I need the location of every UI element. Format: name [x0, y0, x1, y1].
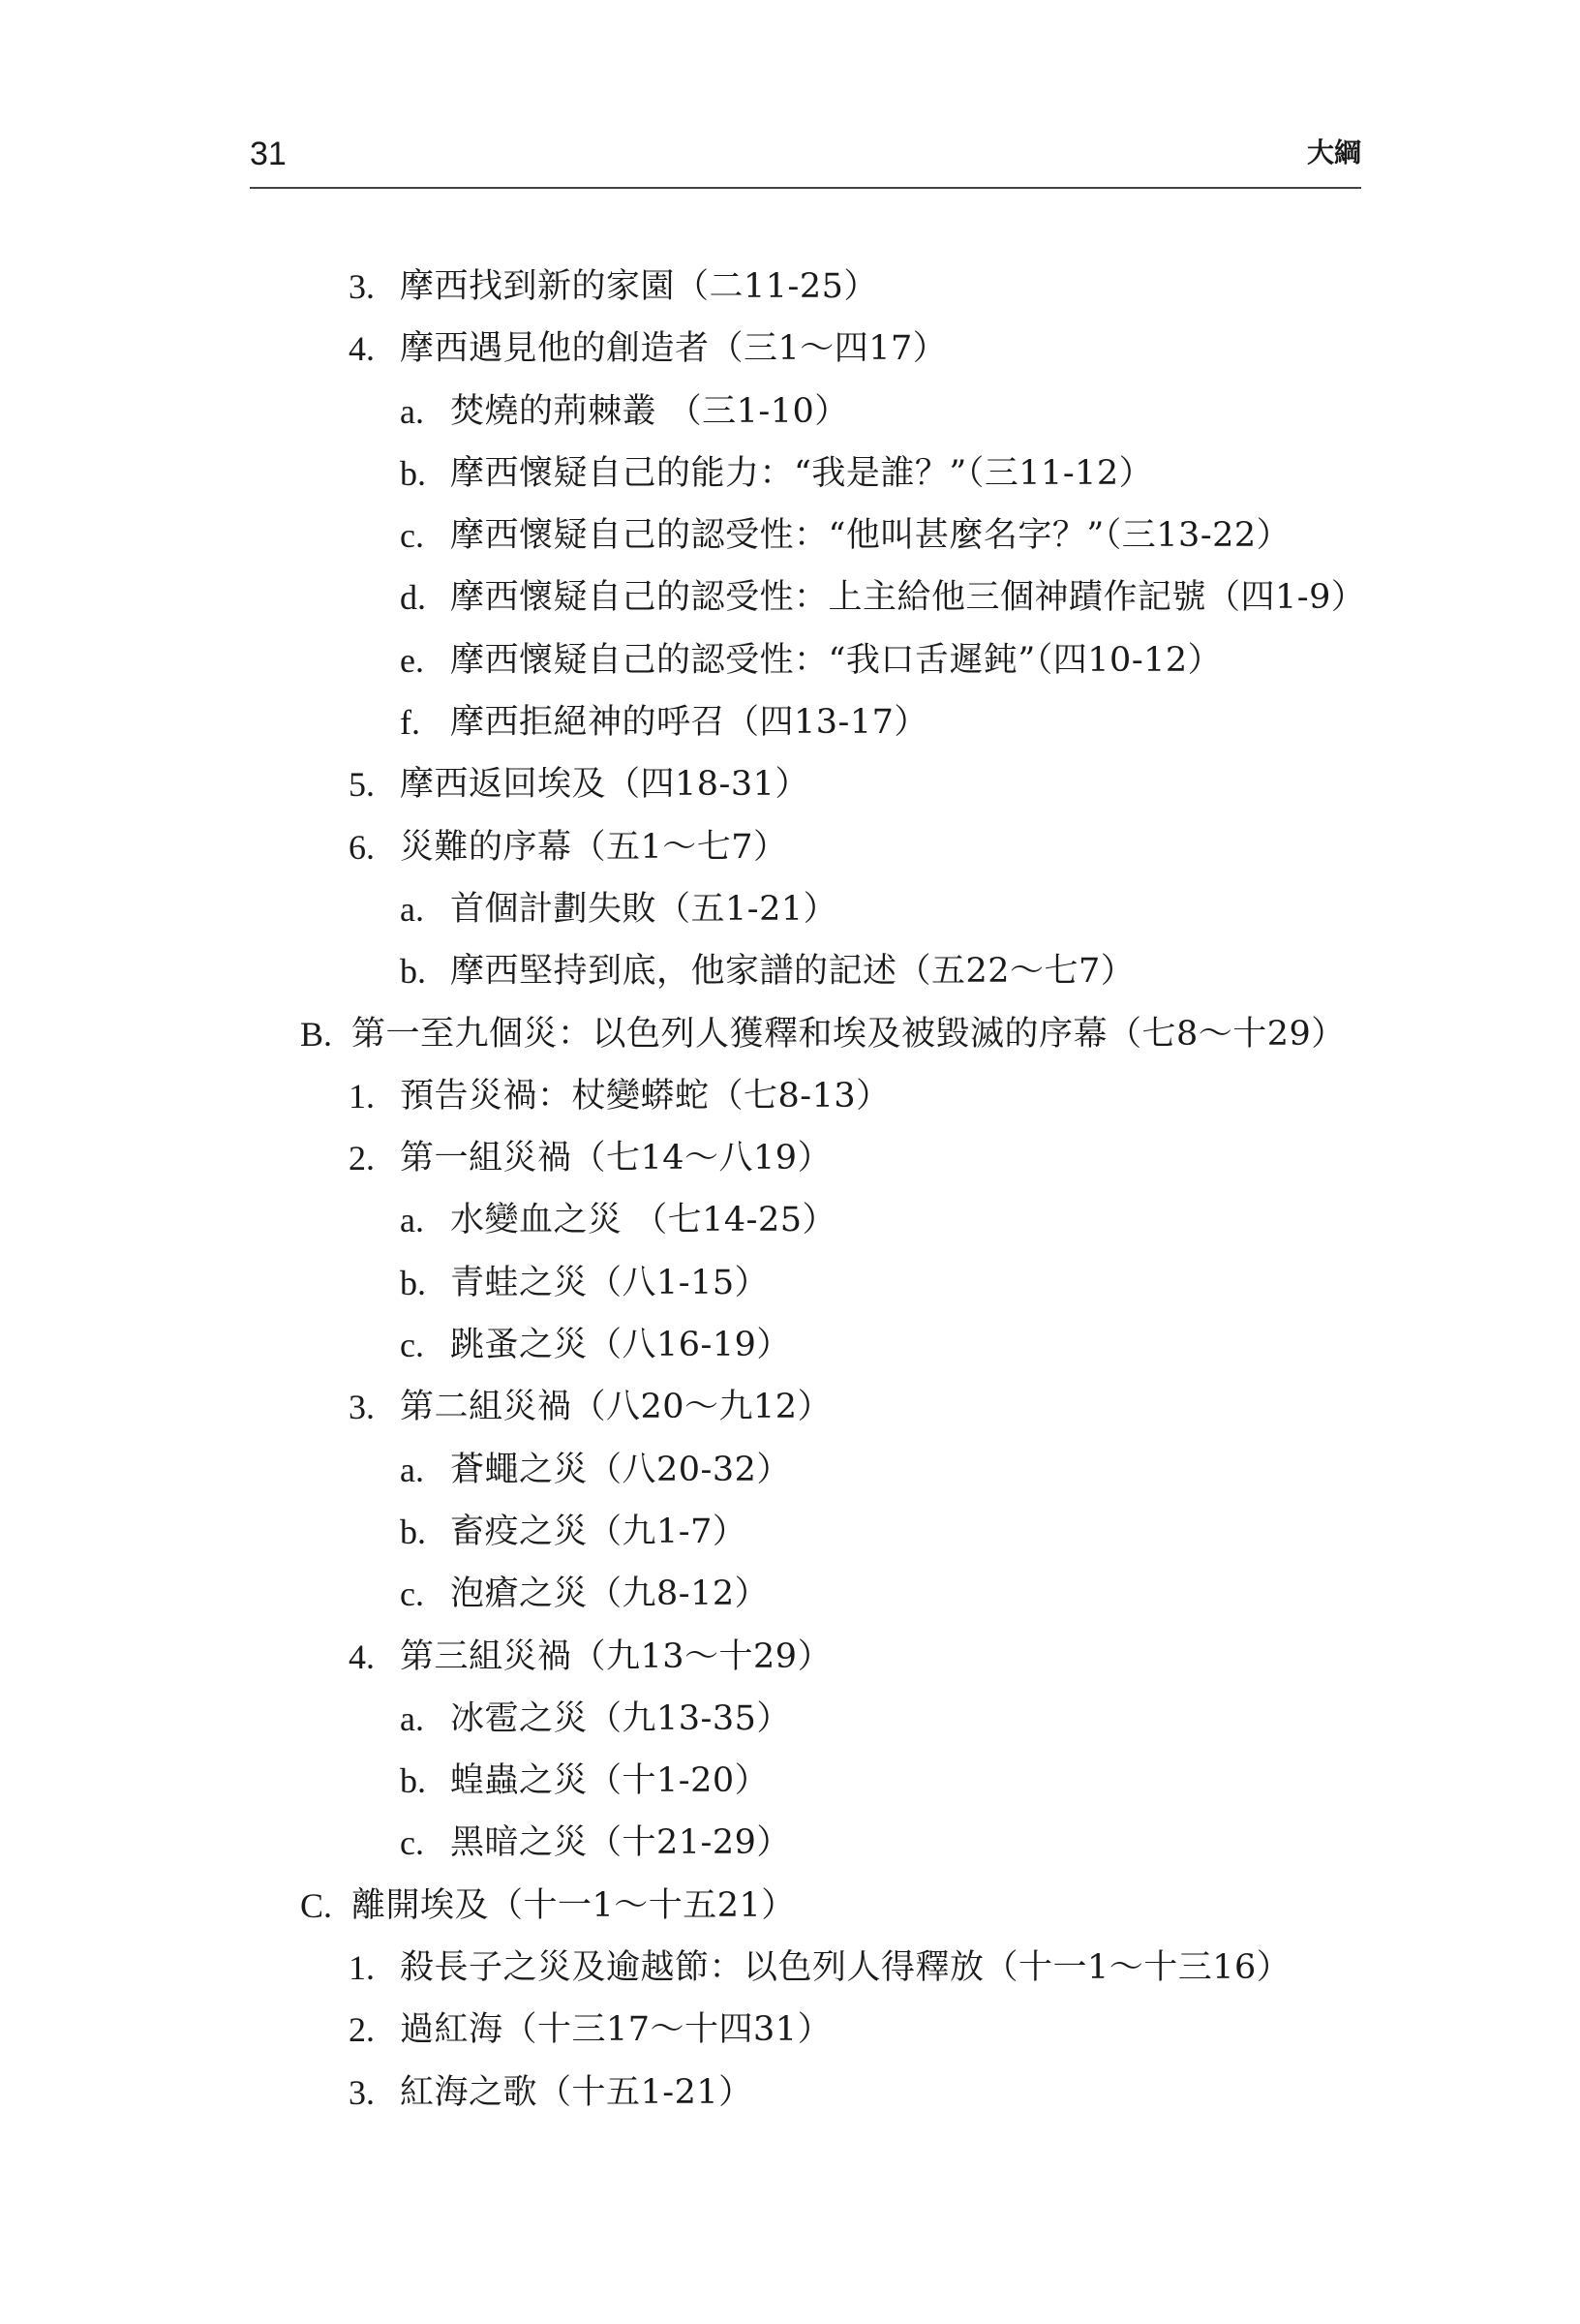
outline-text: 跳蚤之災（八16-19） — [450, 1326, 791, 1365]
outline-text: 青蛙之災（八1-15） — [450, 1263, 770, 1302]
outline-text: 摩西懷疑自己的認受性：上主給他三個神蹟作記號（四1-9） — [450, 578, 1366, 618]
outline-item — [0, 256, 1580, 318]
outline-text: 離開埃及（十一1～十五21） — [351, 1885, 796, 1925]
outline-marker: 3. — [349, 2072, 375, 2112]
outline-item — [0, 691, 1580, 753]
outline-text: 災難的序幕（五1～七7） — [400, 827, 788, 867]
outline-marker: a. — [400, 1450, 424, 1489]
outline-item — [0, 629, 1580, 691]
outline-item — [0, 1626, 1580, 1688]
outline-marker: b. — [400, 1512, 426, 1551]
outline-item — [0, 1314, 1580, 1376]
outline-text: 第一至九個災：以色列人獲釋和埃及被毀滅的序幕（七8～十29） — [351, 1014, 1346, 1054]
outline-text: 過紅海（十三17～十四31） — [400, 2010, 833, 2050]
outline-item — [0, 443, 1580, 505]
outline-text: 摩西遇見他的創造者（三1～四17） — [400, 329, 948, 369]
header-rule — [250, 187, 1361, 189]
outline-marker: f. — [400, 703, 420, 743]
outline-item — [0, 1563, 1580, 1625]
outline-marker: b. — [400, 453, 426, 493]
page-number: 31 — [250, 136, 287, 172]
outline-text: 殺長子之災及逾越節：以色列人得釋放（十一1～十三16） — [400, 1948, 1291, 1988]
outline-text: 摩西懷疑自己的認受性：“我口舌遲鈍”（四10-12） — [450, 640, 1223, 680]
outline-marker: B. — [300, 1014, 333, 1054]
outline-text: 摩西找到新的家園（二11-25） — [400, 267, 878, 306]
outline-item — [0, 1252, 1580, 1314]
outline-marker: b. — [400, 1263, 426, 1302]
outline-item — [0, 1189, 1580, 1251]
outline-list — [0, 256, 1580, 2124]
outline-item — [0, 1937, 1580, 1999]
outline-item — [0, 1127, 1580, 1189]
page-header — [250, 134, 1361, 186]
outline-item — [0, 566, 1580, 628]
outline-text: 摩西懷疑自己的能力：“我是誰？”（三11-12） — [450, 453, 1154, 493]
outline-marker: 4. — [349, 1636, 375, 1676]
outline-text: 蝗蟲之災（十1-20） — [450, 1761, 770, 1801]
outline-item — [0, 1376, 1580, 1438]
outline-marker: b. — [400, 1761, 426, 1801]
outline-marker: a. — [400, 1201, 424, 1240]
outline-marker: C. — [300, 1885, 333, 1925]
outline-text: 水變血之災 （七14-25） — [450, 1201, 837, 1240]
outline-item — [0, 1065, 1580, 1127]
outline-marker: 1. — [349, 1076, 375, 1116]
outline-marker: a. — [400, 889, 424, 929]
outline-item — [0, 1688, 1580, 1750]
outline-text: 第一組災禍（七14～八19） — [400, 1139, 833, 1178]
outline-marker: 6. — [349, 827, 375, 867]
outline-item — [0, 816, 1580, 878]
outline-marker: 2. — [349, 2010, 375, 2050]
outline-text: 摩西懷疑自己的認受性：“他叫甚麼名字？”（三13-22） — [450, 516, 1291, 556]
outline-marker: e. — [400, 640, 424, 680]
outline-text: 黑暗之災（十21-29） — [450, 1823, 791, 1863]
outline-text: 畜疫之災（九1-7） — [450, 1512, 747, 1551]
outline-text: 預告災禍：杖變蟒蛇（七8-13） — [400, 1076, 891, 1116]
outline-item — [0, 1501, 1580, 1563]
outline-text: 蒼蠅之災（八20-32） — [450, 1450, 791, 1489]
outline-marker: 1. — [349, 1948, 375, 1988]
outline-item — [0, 1812, 1580, 1874]
running-head: 大綱 — [1306, 137, 1361, 168]
outline-text: 冰雹之災（九13-35） — [450, 1698, 791, 1738]
outline-text: 摩西拒絕神的呼召（四13-17） — [450, 703, 928, 743]
outline-marker: c. — [400, 1823, 424, 1863]
outline-text: 紅海之歌（十五1-21） — [400, 2072, 753, 2112]
outline-text: 第三組災禍（九13～十29） — [400, 1636, 833, 1676]
outline-marker: c. — [400, 516, 424, 556]
outline-item — [0, 1003, 1580, 1065]
outline-marker: 3. — [349, 267, 375, 306]
outline-text: 焚燒的荊棘叢 （三1-10） — [450, 391, 849, 431]
outline-text: 摩西堅持到底，他家譜的記述（五22～七7） — [450, 952, 1136, 992]
outline-marker: c. — [400, 1326, 424, 1365]
outline-marker: a. — [400, 391, 424, 431]
outline-item — [0, 1999, 1580, 2061]
outline-marker: 3. — [349, 1388, 375, 1427]
outline-item — [0, 1750, 1580, 1812]
outline-marker: a. — [400, 1698, 424, 1738]
outline-text: 首個計劃失敗（五1-21） — [450, 889, 838, 929]
outline-marker: b. — [400, 952, 426, 992]
outline-item — [0, 1875, 1580, 1937]
outline-item — [0, 505, 1580, 566]
outline-text: 泡瘡之災（九8-12） — [450, 1575, 770, 1614]
outline-item — [0, 753, 1580, 815]
outline-marker: 2. — [349, 1139, 375, 1178]
outline-text: 摩西返回埃及（四18-31） — [400, 765, 809, 805]
outline-item — [0, 318, 1580, 380]
outline-item — [0, 878, 1580, 940]
outline-text: 第二組災禍（八20～九12） — [400, 1388, 833, 1427]
outline-item — [0, 940, 1580, 1002]
outline-item — [0, 381, 1580, 443]
outline-item — [0, 2062, 1580, 2124]
outline-marker: c. — [400, 1575, 424, 1614]
outline-marker: 4. — [349, 329, 375, 369]
outline-item — [0, 1439, 1580, 1501]
outline-marker: 5. — [349, 765, 375, 805]
outline-marker: d. — [400, 578, 426, 618]
